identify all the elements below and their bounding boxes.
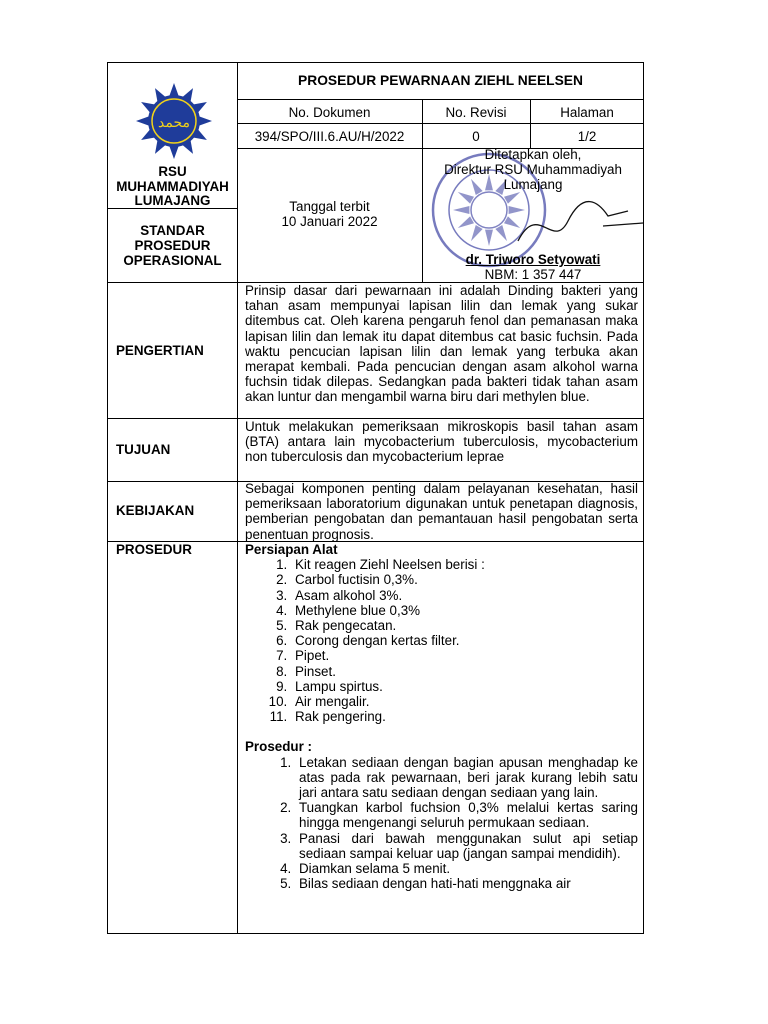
tools-item: 8. Pinset. bbox=[291, 664, 638, 679]
pengertian-label: PENGERTIAN bbox=[116, 343, 204, 358]
muhammadiyah-sun-logo-icon bbox=[134, 81, 214, 161]
tools-title: Persiapan Alat bbox=[245, 542, 338, 557]
tools-item: 10. Air mengalir. bbox=[291, 694, 638, 709]
tujuan-text: Untuk melakukan pemeriksaan mikroskopis basil tahan asam (BTA) antara lain mycobacterium tuberculosis, mycobacterium non tuberculosis dan mycobacterium leprae bbox=[245, 419, 638, 465]
kebijakan-text: Sebagai komponen penting dalam pelayanan kesehatan, hasil pemeriksaan laboratorium digunakan untuk penetapan diagnosis, pemberian pengobatan dan pemantauan hasil pengobatan serta penentuan prognosis. bbox=[245, 481, 638, 542]
tools-item: 4. Methylene blue 0,3% bbox=[291, 603, 638, 618]
prosedur-label: PROSEDUR bbox=[116, 542, 192, 557]
steps-item: 3. Panasi dari bawah menggunakan sulut api setiap sediaan sampai keluar uap (jangan sampai mendidih). bbox=[295, 831, 638, 861]
prosedur-content bbox=[245, 542, 638, 891]
document-title: PROSEDUR PEWARNAAN ZIEHL NEELSEN bbox=[298, 73, 583, 88]
approval-line2: Direktur RSU Muhammadiyah bbox=[444, 162, 622, 177]
approval-line1: Ditetapkan oleh, bbox=[484, 147, 582, 162]
tools-item: 5. Rak pengecatan. bbox=[291, 618, 638, 633]
tools-item: 6. Corong dengan kertas filter. bbox=[291, 633, 638, 648]
steps-item: 1. Letakan sediaan dengan bagian apusan menghadap ke atas pada rak pewarnaan, beri jarak kurang lebih satu jari antara satu sediaan dengan sediaan yang lain. bbox=[295, 755, 638, 801]
hospital-logo bbox=[134, 81, 214, 161]
tools-item: 11. Rak pengering. bbox=[291, 709, 638, 724]
tools-item: 9. Lampu spirtus. bbox=[291, 679, 638, 694]
tools-item: 7. Pipet. bbox=[291, 648, 638, 663]
tools-item: 1. Kit reagen Ziehl Neelsen berisi : bbox=[291, 557, 638, 572]
page-header: Halaman bbox=[560, 105, 614, 120]
pengertian-text: Prinsip dasar dari pewarnaan ini adalah Dinding bakteri yang tahan asam mempunyai lapisan lilin dan lemak yang sukar ditembus cat. Oleh karena pengaruh fenol dan pemanasan maka lapisan lilin dan lemak itu dapat ditembus cat basic fuchsin. Pada waktu pencucian lapisan lilin dan lemak yang terbuka akan merapat kembali. Pada pencucian dengan asam alkohol warna fuchsin tidak dilepas. Sedangkan pada bakteri tidak tahan asam akan luntur dan mengambil warna biru dari methylen blue. bbox=[245, 283, 638, 405]
revision-header: No. Revisi bbox=[445, 105, 507, 120]
doc-type-label: STANDAR PROSEDUR OPERASIONAL bbox=[123, 223, 222, 269]
approver-name: dr. Triworo Setyowati bbox=[465, 252, 601, 267]
hospital-name: RSU MUHAMMADIYAH LUMAJANG bbox=[116, 164, 229, 208]
tujuan-label: TUJUAN bbox=[116, 442, 171, 457]
sop-document bbox=[107, 62, 644, 934]
issue-date: 10 Januari 2022 bbox=[281, 214, 378, 229]
approver-nbm: NBM: 1 357 447 bbox=[484, 267, 582, 282]
kebijakan-label: KEBIJAKAN bbox=[116, 503, 195, 518]
tools-item: 2. Carbol fuctisin 0,3%. bbox=[291, 572, 638, 587]
doc-no-header: No. Dokumen bbox=[288, 105, 371, 120]
approval-line3: Lumajang bbox=[503, 177, 563, 192]
signature-icon bbox=[508, 181, 648, 261]
tools-item: 3. Asam alkohol 3%. bbox=[291, 588, 638, 603]
revision-value: 0 bbox=[472, 129, 480, 144]
svg-text:محمد: محمد bbox=[158, 115, 190, 131]
steps-title: Prosedur : bbox=[245, 739, 312, 755]
tools-list bbox=[245, 557, 638, 724]
steps-list bbox=[245, 755, 638, 892]
steps-item: 4. Diamkan selama 5 menit. bbox=[295, 861, 638, 876]
issue-label: Tanggal terbit bbox=[289, 199, 370, 214]
steps-item: 5. Bilas sediaan dengan hati-hati menggnaka air bbox=[295, 876, 638, 891]
page-value: 1/2 bbox=[577, 129, 597, 144]
steps-item: 2. Tuangkan karbol fuchsion 0,3% melalui kertas saring hingga mengenangi seluruh permukaan sediaan. bbox=[295, 800, 638, 830]
doc-no-value: 394/SPO/III.6.AU/H/2022 bbox=[254, 129, 405, 144]
